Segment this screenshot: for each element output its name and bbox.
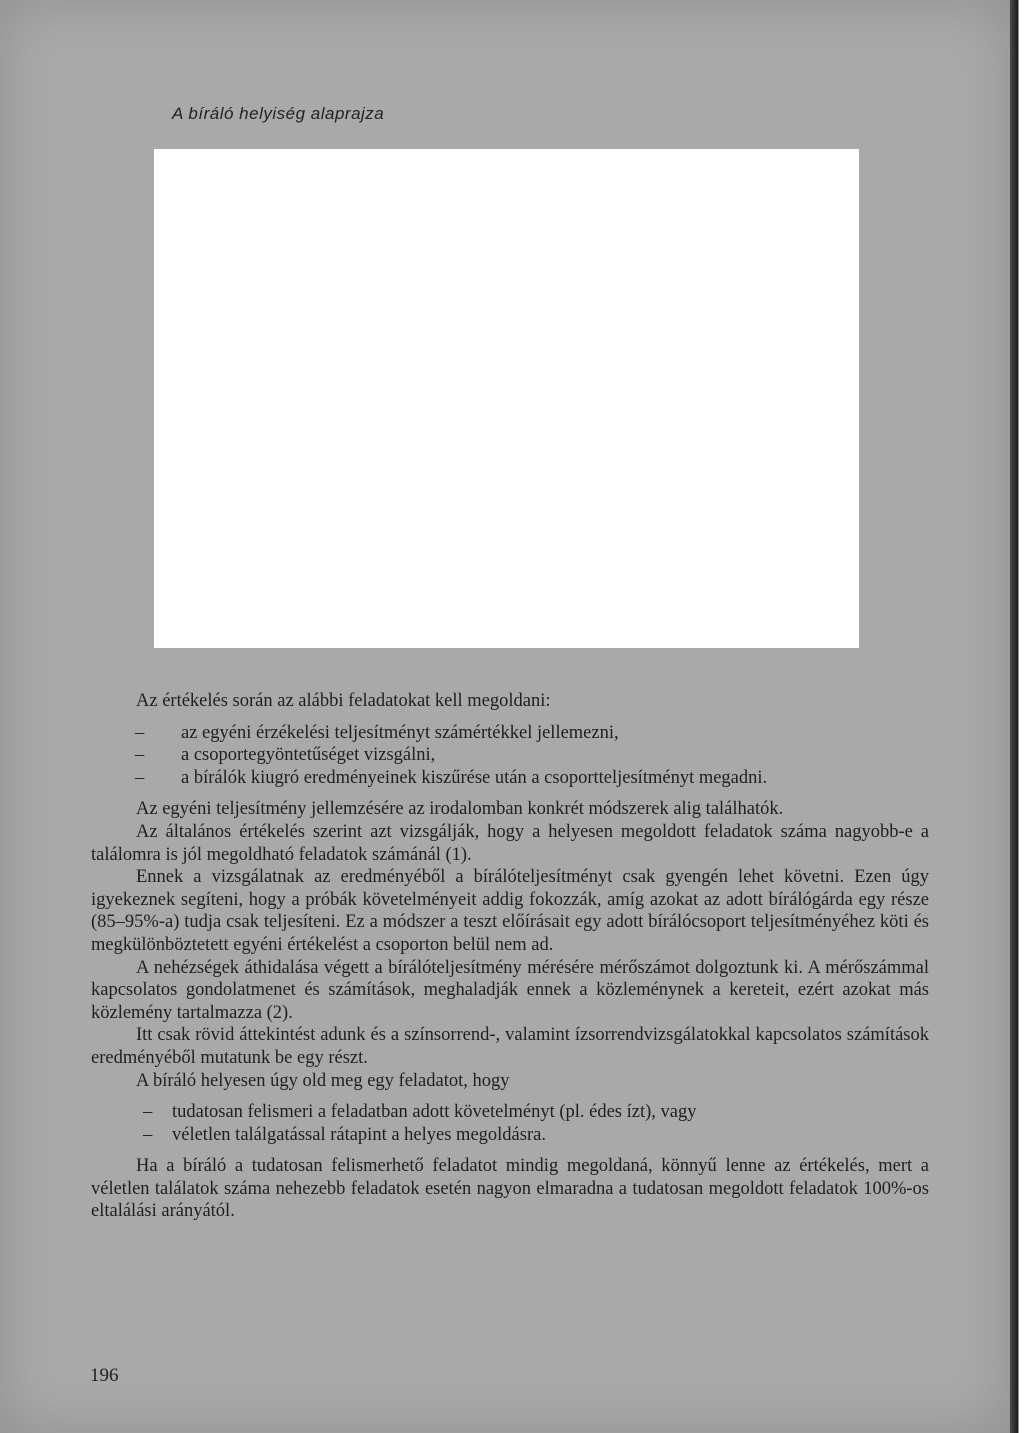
dash: – xyxy=(135,745,145,766)
paragraph: Az általános értékelés szerint azt vizsgálják, hogy a helyesen megoldott feladatok száma nagyobb-e a találomra is jól megoldható feladatok számánál (1). xyxy=(91,821,929,865)
intro-paragraph: Az értékelés során az alábbi feladatokat kell megoldani: xyxy=(136,691,551,711)
list-item-text: tudatosan felismeri a feladatban adott követelményt (pl. édes ízt), vagy xyxy=(172,1102,697,1123)
list-item xyxy=(91,722,929,745)
list-item xyxy=(91,744,929,767)
list-item-text: az egyéni érzékelési teljesítményt számértékkel jellemezni, xyxy=(181,722,619,743)
dash: – xyxy=(135,767,145,788)
paragraph: A bíráló helyesen úgy old meg egy feladatot, hogy xyxy=(136,1070,510,1091)
figure-caption: A bíráló helyiség alaprajza xyxy=(172,104,385,123)
paragraph: A nehézségek áthidalása végett a bírálóteljesítmény mérésére mérőszámot dolgoztunk ki. A mérőszámmal kapcsolatos gondolatmenet és számítások, meghaladják ennek a közleménynek a kereteit, ezért azokat más közlemény tartalmazza (2). xyxy=(91,957,929,1023)
list-item xyxy=(91,767,929,790)
paragraph: Ennek a vizsgálatnak az eredményéből a bírálóteljesítményt csak gyengén lehet követni. Ezen úgy igyekeznek segíteni, hogy a próbák követelményeit addig fokozzák, amíg azokat az adott bírálógárda egy része (85–95%-a) tudja csak teljesíteni. Ez a módszer a teszt előírásait egy adott bírálócsoport teljesítményéhez köti és megkülönböztetett egyéni értékelést a csoporton belül nem ad. xyxy=(91,867,929,955)
dash: – xyxy=(143,1124,153,1145)
list-item-text: a csoportegyöntetűséget vizsgálni, xyxy=(181,745,436,766)
body-text xyxy=(91,690,929,1223)
list-item xyxy=(91,1101,929,1124)
task-list xyxy=(91,722,929,790)
list-item-text: véletlen találgatással rátapint a helyes megoldásra. xyxy=(172,1124,546,1145)
list-item-text: a bírálók kiugró eredményeinek kiszűrése után a csoportteljesítményt megadni. xyxy=(181,767,768,788)
book-spine-edge xyxy=(1010,0,1024,1433)
page-number: 196 xyxy=(90,1365,119,1386)
solution-list xyxy=(91,1101,929,1146)
closing-paragraph: Ha a bíráló a tudatosan felismerhető feladatot mindig megoldaná, könnyű lenne az értékelés, mert a véletlen találatok száma nehezebb feladatok esetén nagyon elmaradna a tudatosan megoldott feladatok 100%-os eltalálási arányától. xyxy=(91,1156,929,1222)
list-item xyxy=(91,1124,929,1147)
paragraph: Az egyéni teljesítmény jellemzésére az irodalomban konkrét módszerek alig találhatók. xyxy=(136,799,784,820)
floor-plan-figure xyxy=(154,149,859,648)
paragraph: Itt csak rövid áttekintést adunk és a színsorrend-, valamint ízsorrendvizsgálatokkal kapcsolatos számítások eredményéből mutatunk be egy részt. xyxy=(91,1025,929,1068)
dash: – xyxy=(135,722,145,743)
dash: – xyxy=(143,1102,153,1123)
